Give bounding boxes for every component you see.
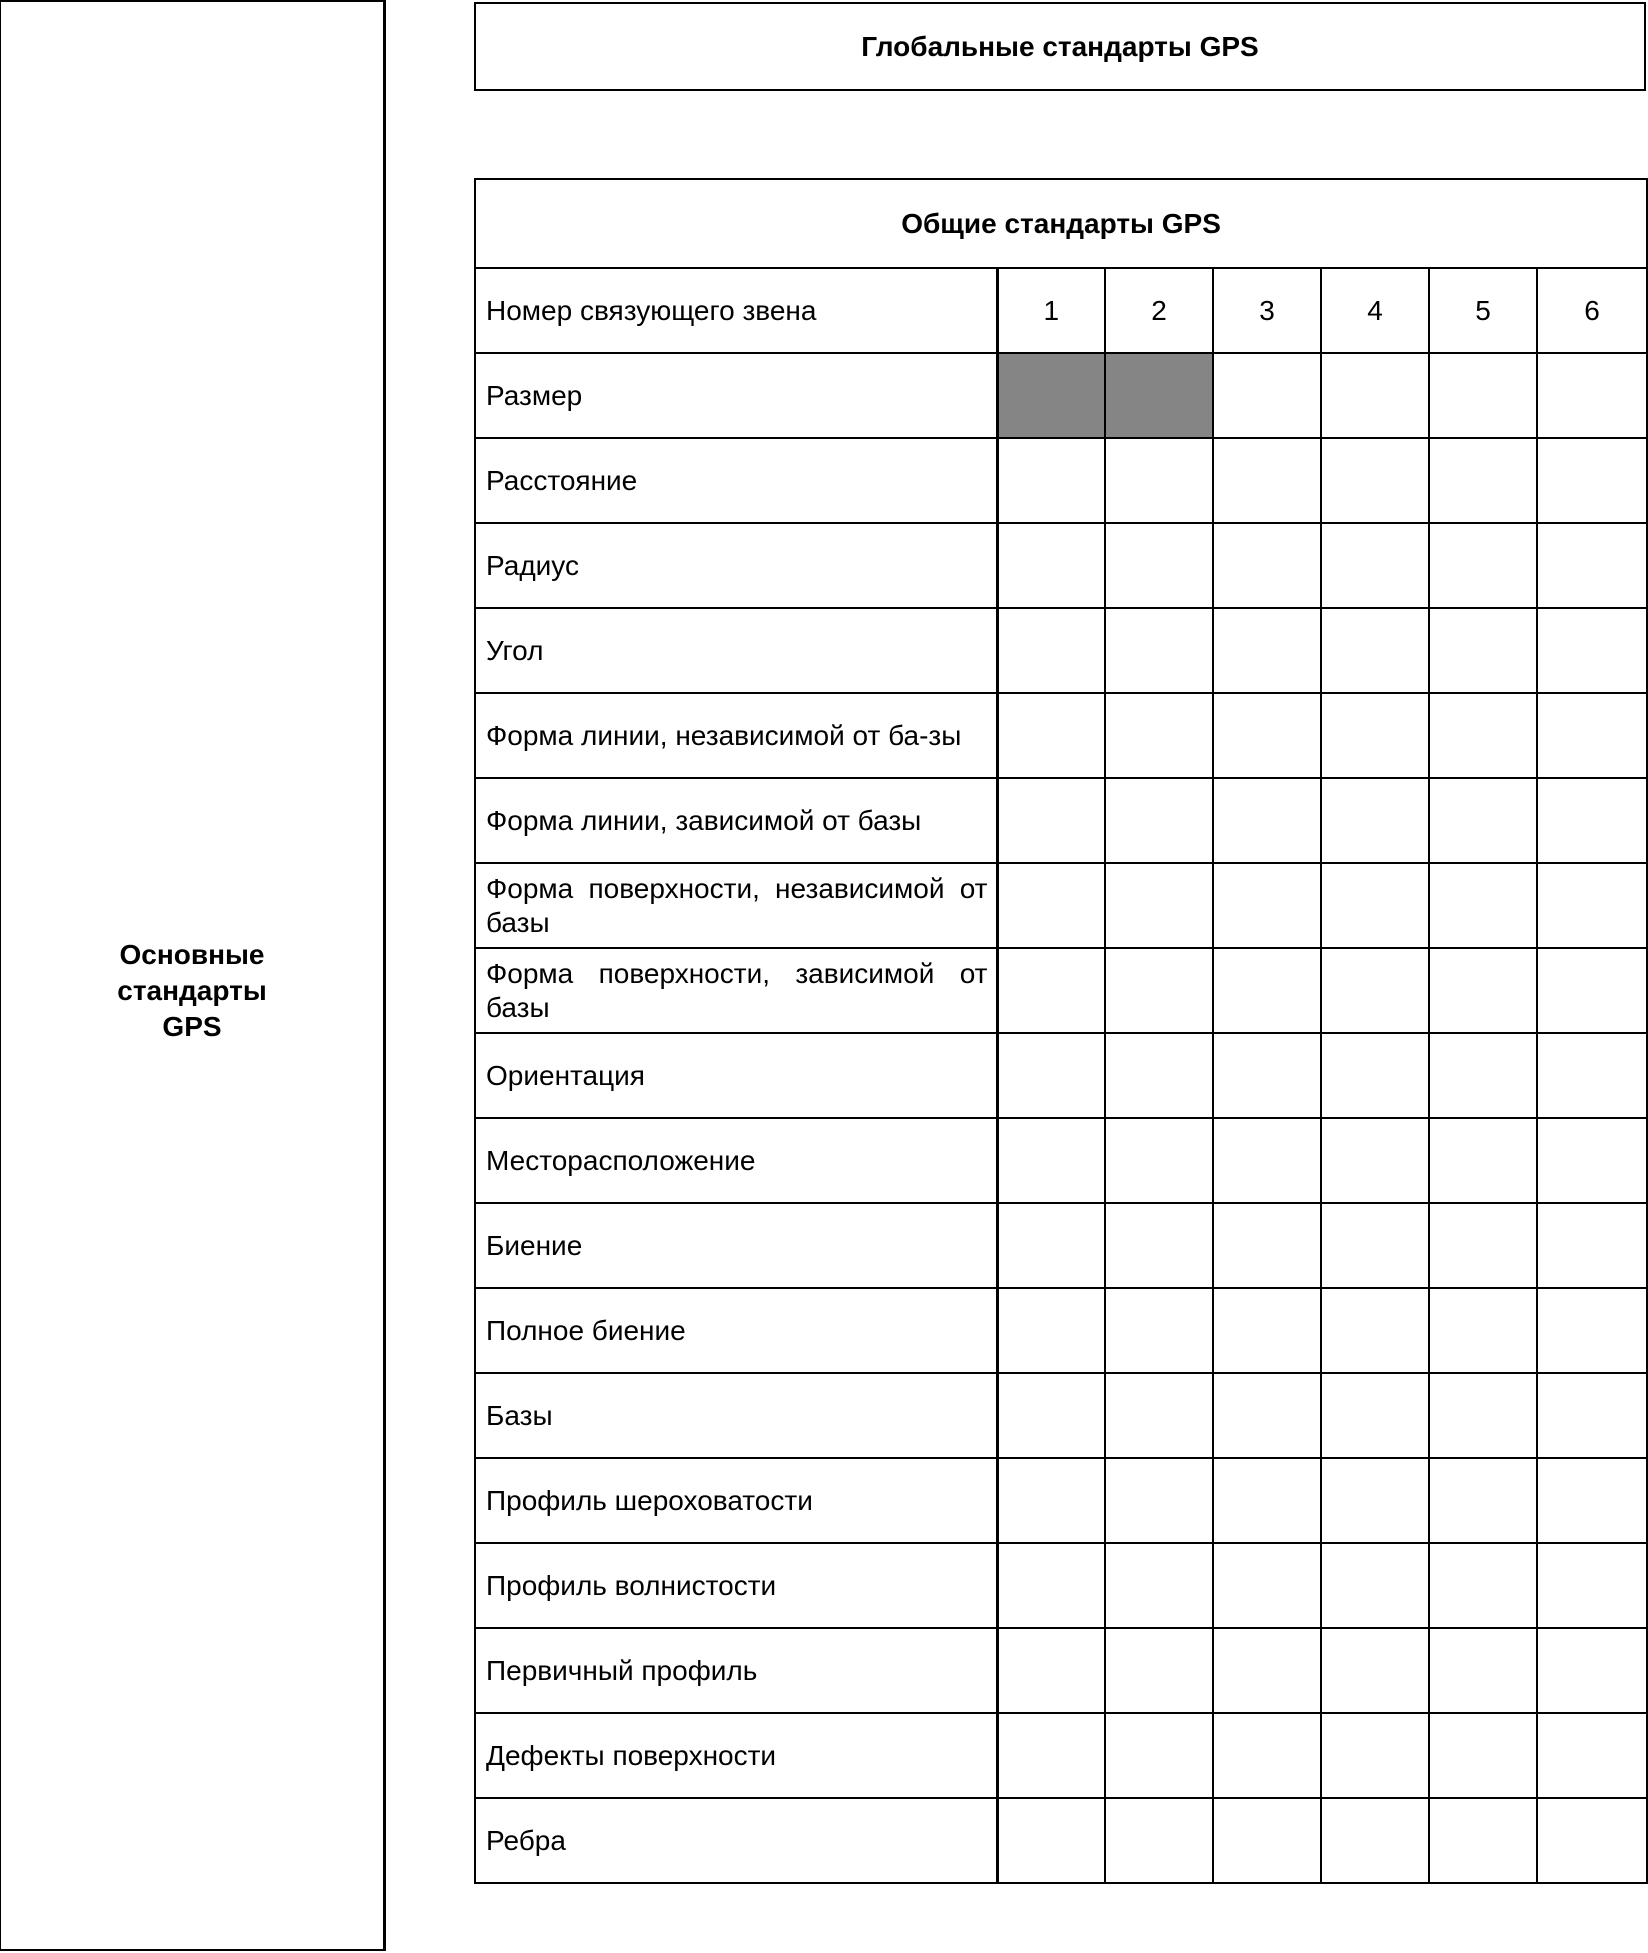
matrix-cell — [1321, 948, 1429, 1033]
matrix-cell — [1321, 353, 1429, 438]
matrix-cell — [1105, 1798, 1213, 1883]
matrix-cell — [1429, 1033, 1537, 1118]
matrix-cell — [997, 523, 1105, 608]
matrix-cell — [1429, 863, 1537, 948]
global-standards-box — [474, 2, 1646, 91]
basic-standards-label: Основные стандарты GPS — [117, 938, 267, 1042]
matrix-cell — [1213, 1458, 1321, 1543]
matrix-cell — [997, 1118, 1105, 1203]
general-standards-matrix — [474, 178, 1648, 1884]
chain-link-number-5: 5 — [1429, 268, 1537, 353]
chain-link-number-1: 1 — [997, 268, 1105, 353]
matrix-cell — [1213, 1288, 1321, 1373]
characteristic-label: Месторасположение — [475, 1118, 997, 1203]
characteristic-label: Форма поверхности, независимой от базы — [475, 863, 997, 948]
matrix-cell — [1429, 778, 1537, 863]
characteristic-label: Расстояние — [475, 438, 997, 523]
characteristic-label: Профиль волнистости — [475, 1543, 997, 1628]
matrix-cell — [1429, 353, 1537, 438]
matrix-cell — [1321, 778, 1429, 863]
matrix-cell — [1321, 1288, 1429, 1373]
matrix-cell — [997, 1543, 1105, 1628]
table-row — [475, 1288, 1647, 1373]
table-row — [475, 1458, 1647, 1543]
matrix-cell — [1537, 1543, 1647, 1628]
table-row — [475, 1373, 1647, 1458]
matrix-cell — [1213, 353, 1321, 438]
matrix-cell — [1213, 1713, 1321, 1798]
matrix-cell — [1105, 523, 1213, 608]
matrix-cell — [1213, 1798, 1321, 1883]
characteristic-label: Первичный профиль — [475, 1628, 997, 1713]
matrix-cell — [1321, 693, 1429, 778]
matrix-cell — [1537, 1798, 1647, 1883]
matrix-cell — [1321, 1458, 1429, 1543]
matrix-cell — [1321, 1118, 1429, 1203]
table-row — [475, 1798, 1647, 1883]
matrix-cell — [1321, 1543, 1429, 1628]
matrix-header-row — [475, 268, 1647, 353]
table-row — [475, 438, 1647, 523]
matrix-cell — [1213, 863, 1321, 948]
matrix-cell — [1105, 1458, 1213, 1543]
chain-link-number-label: Номер связующего звена — [475, 268, 997, 353]
matrix-cell — [1537, 438, 1647, 523]
chain-link-number-2: 2 — [1105, 268, 1213, 353]
matrix-cell — [997, 1713, 1105, 1798]
matrix-cell — [1321, 1203, 1429, 1288]
matrix-cell — [1321, 438, 1429, 523]
characteristic-label: Биение — [475, 1203, 997, 1288]
chain-link-number-3: 3 — [1213, 268, 1321, 353]
matrix-cell — [997, 1373, 1105, 1458]
matrix-cell — [1429, 523, 1537, 608]
characteristic-label: Форма линии, зависимой от базы — [475, 778, 997, 863]
matrix-cell — [997, 1203, 1105, 1288]
matrix-cell — [1213, 1203, 1321, 1288]
matrix-cell — [1429, 948, 1537, 1033]
matrix-cell — [1105, 438, 1213, 523]
matrix-cell — [1213, 438, 1321, 523]
matrix-cell — [1537, 1373, 1647, 1458]
matrix-cell — [1429, 438, 1537, 523]
matrix-cell — [997, 1288, 1105, 1373]
matrix-body — [475, 179, 1647, 1883]
table-row — [475, 1713, 1647, 1798]
matrix-cell — [1537, 608, 1647, 693]
table-row — [475, 353, 1647, 438]
characteristic-label: Базы — [475, 1373, 997, 1458]
characteristic-label: Ребра — [475, 1798, 997, 1883]
matrix-cell — [1105, 1628, 1213, 1713]
matrix-cell — [1213, 1033, 1321, 1118]
table-row — [475, 1118, 1647, 1203]
characteristic-label: Размер — [475, 353, 997, 438]
matrix-cell — [1429, 1288, 1537, 1373]
table-row — [475, 1203, 1647, 1288]
table-row — [475, 1543, 1647, 1628]
matrix-cell — [1537, 1203, 1647, 1288]
matrix-cell-shaded — [1105, 353, 1213, 438]
matrix-cell — [1429, 1373, 1537, 1458]
global-standards-title: Глобальные стандарты GPS — [861, 30, 1259, 62]
table-row — [475, 778, 1647, 863]
matrix-cell — [1537, 523, 1647, 608]
matrix-cell — [1429, 1118, 1537, 1203]
matrix-cell — [1105, 693, 1213, 778]
matrix-cell — [1321, 523, 1429, 608]
characteristic-label: Полное биение — [475, 1288, 997, 1373]
matrix-cell — [997, 1628, 1105, 1713]
matrix-cell — [1105, 778, 1213, 863]
matrix-cell — [1429, 1458, 1537, 1543]
matrix-cell — [1429, 1203, 1537, 1288]
matrix-cell — [1105, 1373, 1213, 1458]
matrix-cell — [1105, 863, 1213, 948]
matrix-cell — [1537, 778, 1647, 863]
matrix-cell — [997, 778, 1105, 863]
matrix-cell — [1537, 863, 1647, 948]
matrix-cell — [997, 1458, 1105, 1543]
table-row — [475, 608, 1647, 693]
matrix-cell — [1537, 1033, 1647, 1118]
matrix-cell — [1537, 1288, 1647, 1373]
matrix-cell — [1429, 1798, 1537, 1883]
matrix-cell — [997, 608, 1105, 693]
table-row — [475, 523, 1647, 608]
characteristic-label: Ориентация — [475, 1033, 997, 1118]
matrix-cell — [1537, 693, 1647, 778]
matrix-cell — [1537, 1628, 1647, 1713]
matrix-cell — [1321, 1798, 1429, 1883]
matrix-cell — [1105, 948, 1213, 1033]
matrix-cell — [997, 693, 1105, 778]
matrix-cell — [1213, 523, 1321, 608]
general-standards-title: Общие стандарты GPS — [475, 179, 1647, 268]
matrix-cell — [1105, 1543, 1213, 1628]
matrix-cell — [1537, 1713, 1647, 1798]
table-row — [475, 1033, 1647, 1118]
matrix-cell — [1429, 1713, 1537, 1798]
matrix-cell — [1321, 1628, 1429, 1713]
matrix-cell — [1429, 608, 1537, 693]
characteristic-label: Радиус — [475, 523, 997, 608]
matrix-cell — [1321, 863, 1429, 948]
matrix-cell — [1537, 1458, 1647, 1543]
matrix-cell — [1105, 1203, 1213, 1288]
matrix-cell — [1105, 1118, 1213, 1203]
matrix-cell — [1105, 1713, 1213, 1798]
matrix-cell — [1429, 693, 1537, 778]
matrix-cell — [1537, 948, 1647, 1033]
table-row — [475, 948, 1647, 1033]
table-row — [475, 1628, 1647, 1713]
matrix-cell — [1213, 1373, 1321, 1458]
table-row — [475, 863, 1647, 948]
matrix-cell — [997, 863, 1105, 948]
matrix-cell — [1213, 693, 1321, 778]
matrix-cell — [1105, 608, 1213, 693]
matrix-cell — [1213, 1118, 1321, 1203]
matrix-cell — [997, 438, 1105, 523]
matrix-cell — [997, 948, 1105, 1033]
matrix-cell — [1537, 353, 1647, 438]
matrix-cell — [1213, 608, 1321, 693]
characteristic-label: Угол — [475, 608, 997, 693]
matrix-cell — [1429, 1628, 1537, 1713]
characteristic-label: Форма линии, независимой от ба-зы — [475, 693, 997, 778]
basic-standards-box — [0, 0, 386, 1951]
matrix-cell — [1321, 1713, 1429, 1798]
matrix-cell — [1105, 1033, 1213, 1118]
matrix-cell — [1429, 1543, 1537, 1628]
matrix-cell — [997, 1033, 1105, 1118]
matrix-cell — [1321, 608, 1429, 693]
matrix-title-row — [475, 179, 1647, 268]
characteristic-label: Форма поверхности, зависимой от базы — [475, 948, 997, 1033]
matrix-cell-shaded — [997, 353, 1105, 438]
matrix-cell — [1213, 1543, 1321, 1628]
matrix-cell — [997, 1798, 1105, 1883]
matrix-cell — [1213, 948, 1321, 1033]
table-row — [475, 693, 1647, 778]
matrix-cell — [1213, 778, 1321, 863]
chain-link-number-4: 4 — [1321, 268, 1429, 353]
matrix-cell — [1321, 1373, 1429, 1458]
matrix-cell — [1321, 1033, 1429, 1118]
characteristic-label: Профиль шероховатости — [475, 1458, 997, 1543]
matrix-cell — [1213, 1628, 1321, 1713]
matrix-cell — [1537, 1118, 1647, 1203]
characteristic-label: Дефекты поверхности — [475, 1713, 997, 1798]
chain-link-number-6: 6 — [1537, 268, 1647, 353]
matrix-cell — [1105, 1288, 1213, 1373]
